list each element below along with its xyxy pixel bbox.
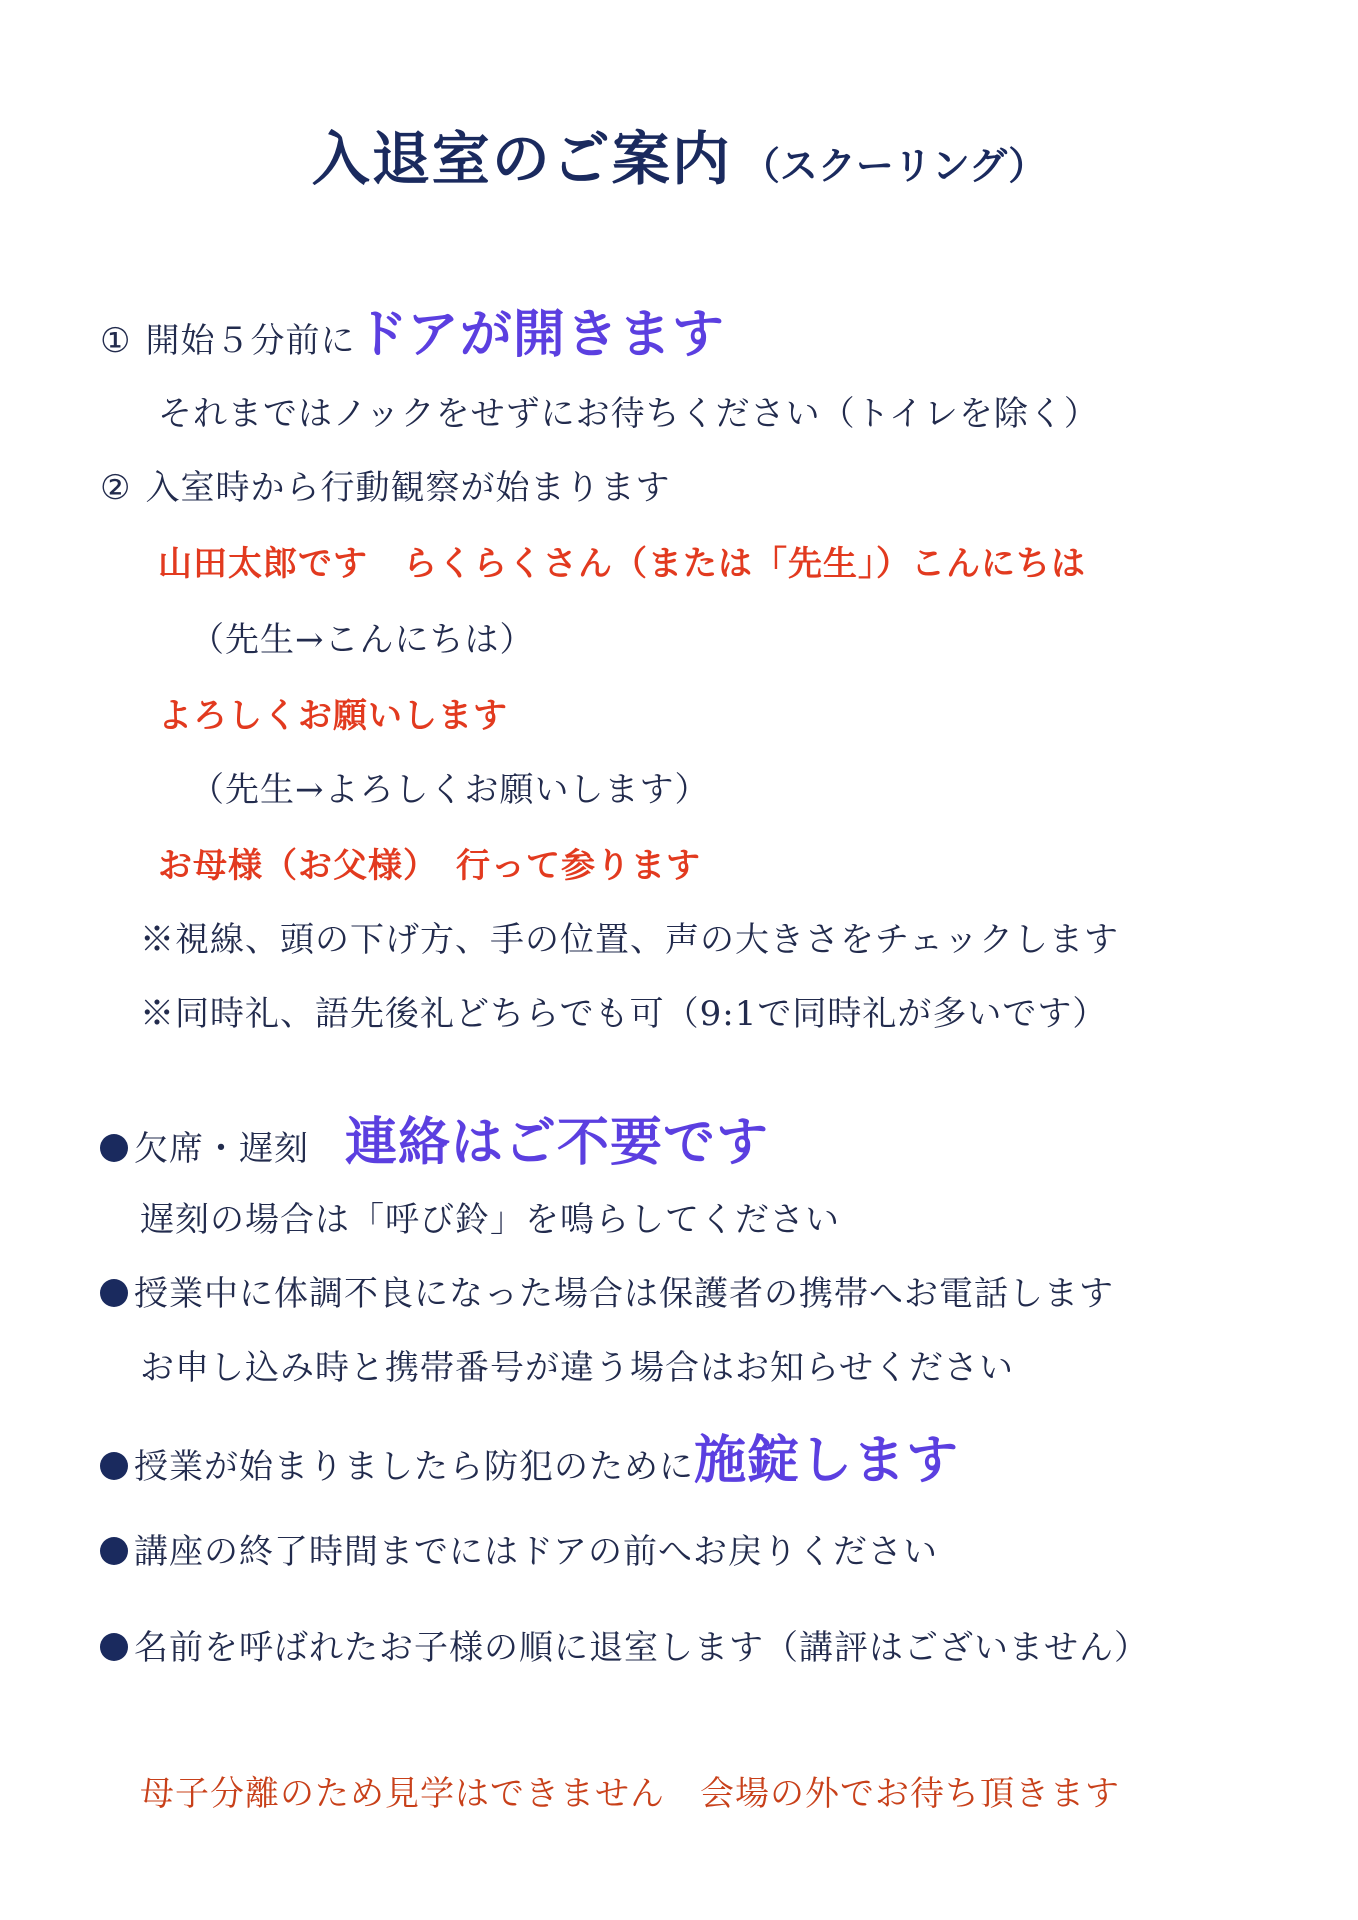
- bullet-illness: [100, 1266, 1114, 1315]
- response-1: （先生→こんにちは）: [190, 620, 535, 660]
- item1-emphasis: ドアが開きます: [355, 305, 725, 365]
- response-2: （先生→よろしくお願いします）: [190, 770, 710, 810]
- bullet-dot-icon: [100, 1633, 128, 1661]
- lock-emphasis: 施錠します: [694, 1431, 960, 1491]
- exit-text: 名前を呼ばれたお子様の順に退室します（講評はございません）: [134, 1628, 1149, 1668]
- title-sub: （スクーリング）: [741, 144, 1047, 188]
- item1-sub: それまではノックをせずにお待ちください（トイレを除く）: [158, 394, 1099, 434]
- item1-line: [100, 292, 725, 367]
- bullet-return: [100, 1524, 938, 1573]
- illness-sub: お申し込み時と携帯番号が違う場合はお知らせください: [140, 1348, 1014, 1388]
- absence-text: 欠席・遅刻: [134, 1129, 309, 1169]
- bullet-exit: [100, 1620, 1149, 1669]
- bullet-dot-icon: [100, 1279, 128, 1307]
- absence-emphasis: 連絡はご不要です: [345, 1113, 770, 1173]
- note-2: ※同時礼、語先後礼どちらでも可（9:1で同時礼が多いです）: [140, 994, 1108, 1034]
- bullet-absence: [100, 1100, 769, 1175]
- bullet-lock: [100, 1418, 959, 1493]
- page-title: [0, 112, 1358, 196]
- bullet-dot-icon: [100, 1537, 128, 1565]
- lock-text: 授業が始まりましたら防犯のために: [134, 1447, 694, 1487]
- greeting-3: お母様（お父様） 行って参ります: [158, 846, 701, 886]
- greeting-2: よろしくお願いします: [158, 696, 508, 736]
- absence-sub: 遅刻の場合は「呼び鈴」を鳴らしてください: [140, 1200, 840, 1240]
- bullet-dot-icon: [100, 1452, 128, 1480]
- title-main: 入退室のご案内: [311, 125, 732, 193]
- item1-text: 開始５分前に: [145, 321, 356, 361]
- footer-note: 母子分離のため見学はできません 会場の外でお待ち頂きます: [140, 1774, 1120, 1814]
- return-text: 講座の終了時間までにはドアの前へお戻りください: [134, 1532, 938, 1572]
- greeting-1: 山田太郎です らくらくさん（または「先生」）こんにちは: [158, 544, 1086, 584]
- item1-number: ①: [100, 321, 132, 361]
- bullet-dot-icon: [100, 1134, 128, 1162]
- item2-number: ②: [100, 468, 132, 508]
- note-1: ※視線、頭の下げ方、手の位置、声の大きさをチェックします: [140, 920, 1119, 960]
- item2-line: [100, 460, 670, 509]
- illness-text: 授業中に体調不良になった場合は保護者の携帯へお電話します: [134, 1274, 1114, 1314]
- item2-text: 入室時から行動観察が始まります: [145, 468, 671, 508]
